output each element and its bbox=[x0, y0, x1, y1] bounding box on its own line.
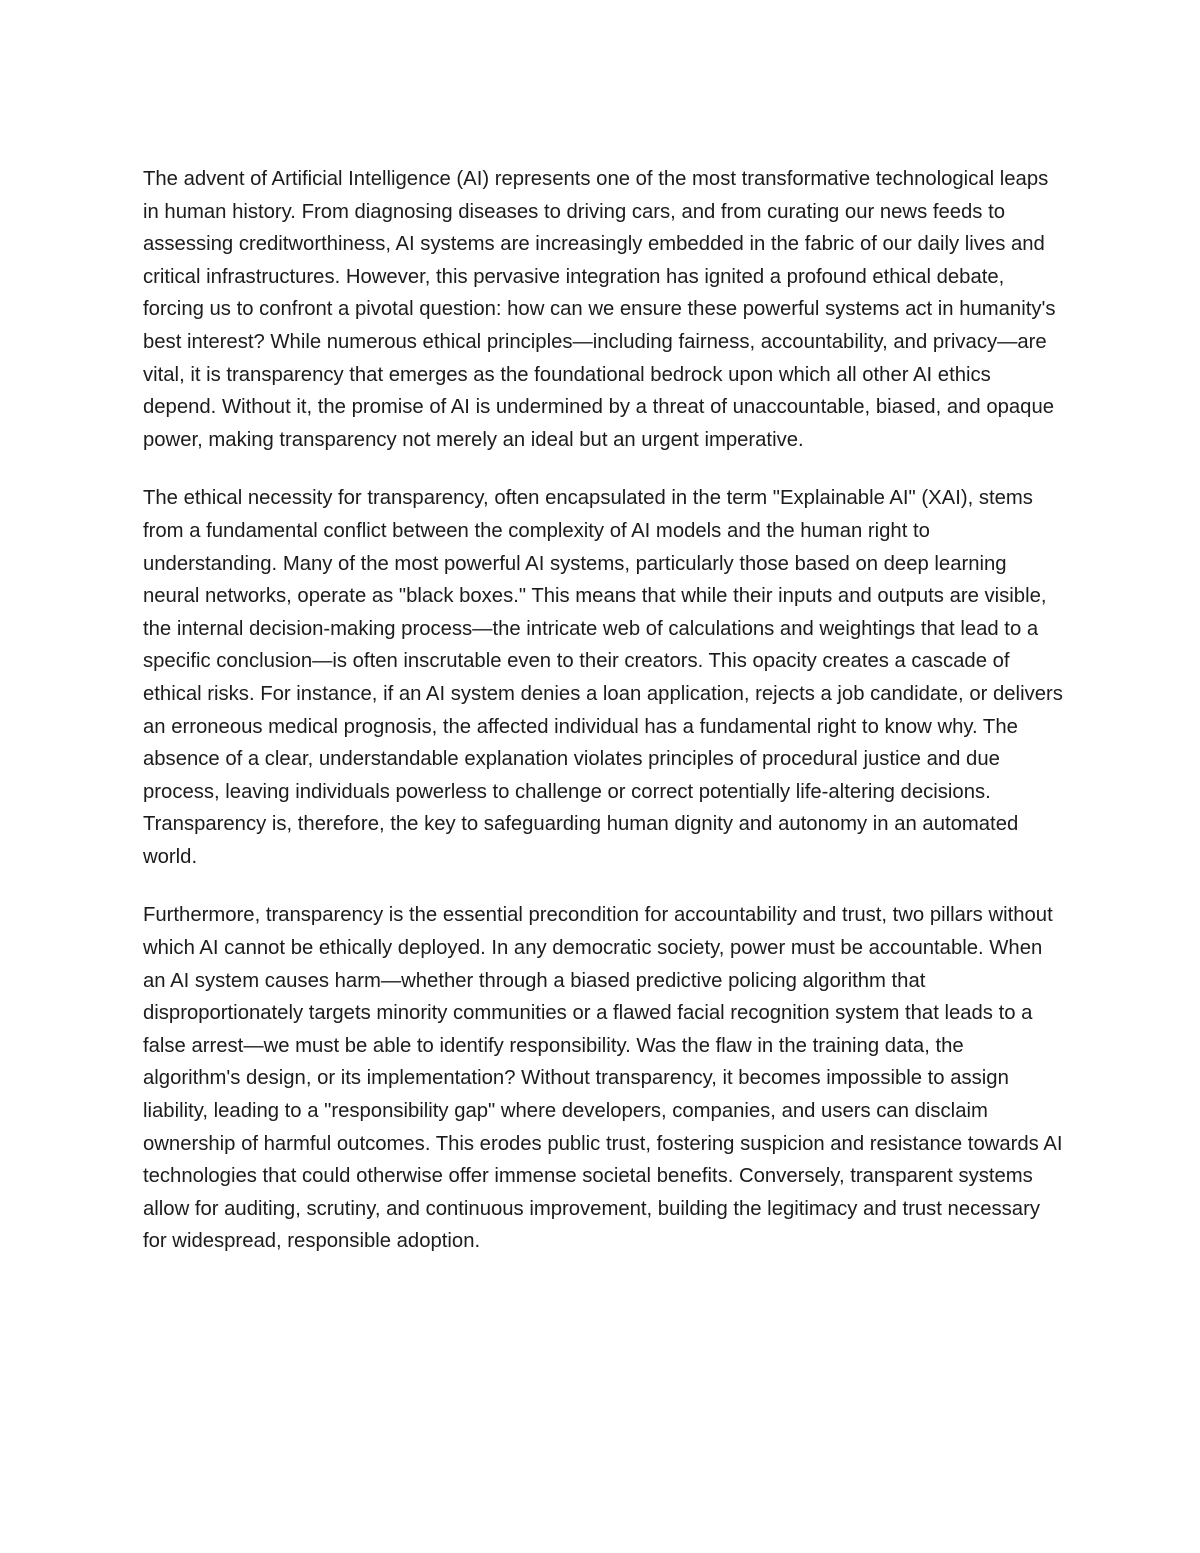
paragraph-intro: The advent of Artificial Intelligence (AI) represents one of the most transformative technological leaps in human history. From diagnosing diseases to driving cars, and from curating our news feeds to assessing creditworthiness, AI systems are increasingly embedded in the fabric of our daily lives and critical infrastructures. However, this pervasive integration has ignited a profound ethical debate, forcing us to confront a pivotal question: how can we ensure these powerful systems act in humanity's best interest? While numerous ethical principles—including fairness, accountability, and privacy—are vital, it is transparency that emerges as the foundational bedrock upon which all other AI ethics depend. Without it, the promise of AI is undermined by a threat of unaccountable, biased, and opaque power, making transparency not merely an ideal but an urgent imperative. bbox=[143, 168, 1056, 451]
paragraph-explainable-ai: The ethical necessity for transparency, often encapsulated in the term "Explainable AI" (XAI), stems from a fundamental conflict between the complexity of AI models and the human right to understanding. Many of the most powerful AI systems, particularly those based on deep learning neural networks, operate as "black boxes." This means that while their inputs and outputs are visible, the internal decision-making process—the intricate web of calculations and weightings that lead to a specific conclusion—is often inscrutable even to their creators. This opacity creates a cascade of ethical risks. For instance, if an AI system denies a loan application, rejects a job candidate, or delivers an erroneous medical prognosis, the affected individual has a fundamental right to know why. The absence of a clear, understandable explanation violates principles of procedural justice and due process, leaving individuals powerless to challenge or correct potentially life-altering decisions. Transparency is, therefore, the key to safeguarding human dignity and autonomy in an automated world. bbox=[143, 487, 1063, 868]
document-body bbox=[143, 163, 1063, 1258]
paragraph-accountability: Furthermore, transparency is the essential precondition for accountability and trust, two pillars without which AI cannot be ethically deployed. In any democratic society, power must be accountable. When an AI system causes harm—whether through a biased predictive policing algorithm that disproportionately targets minority communities or a flawed facial recognition system that leads to a false arrest—we must be able to identify responsibility. Was the flaw in the training data, the algorithm's design, or its implementation? Without transparency, it becomes impossible to assign liability, leading to a "responsibility gap" where developers, companies, and users can disclaim ownership of harmful outcomes. This erodes public trust, fostering suspicion and resistance towards AI technologies that could otherwise offer immense societal benefits. Conversely, transparent systems allow for auditing, scrutiny, and continuous improvement, building the legitimacy and trust necessary for widespread, responsible adoption. bbox=[143, 904, 1063, 1253]
